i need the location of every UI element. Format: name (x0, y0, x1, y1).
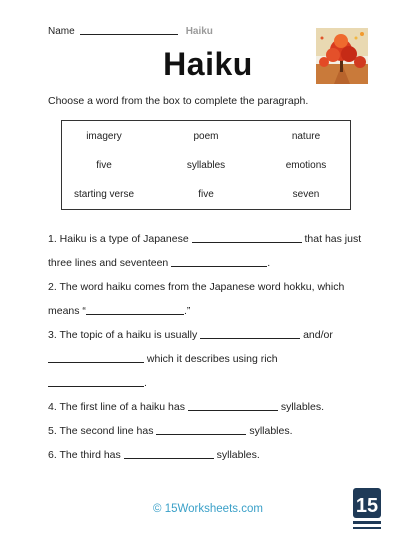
question-4 (48, 401, 324, 413)
word-nature: nature (291, 131, 321, 142)
question-text: syllables. (216, 449, 260, 461)
answer-blank[interactable] (171, 266, 267, 267)
question-text: 1. Haiku is a type of Japanese (48, 233, 189, 245)
question-text: and/or (303, 329, 333, 341)
answer-blank[interactable] (188, 410, 278, 411)
answer-blank[interactable] (200, 338, 300, 339)
question-text: 3. The topic of a haiku is usually (48, 329, 198, 341)
question-text: which it describes using rich (146, 353, 278, 365)
answer-blank[interactable] (48, 386, 144, 387)
word-emotions: emotions (285, 160, 327, 171)
word-five-2: five (198, 189, 214, 200)
name-header (48, 26, 213, 37)
answer-blank[interactable] (48, 362, 144, 363)
autumn-tree-illustration (316, 28, 368, 84)
question-text: syllables. (249, 425, 293, 437)
question-2-line-1: 2. The word haiku comes from the Japanese word hokku, which (48, 281, 345, 293)
word-syllables: syllables (186, 160, 226, 171)
word-poem: poem (193, 131, 219, 142)
name-label: Name (48, 26, 75, 37)
name-line[interactable] (80, 34, 178, 35)
question-2-line-2 (48, 305, 190, 317)
question-text: three lines and seventeen (48, 257, 169, 269)
answer-blank[interactable] (192, 242, 302, 243)
answer-blank[interactable] (124, 458, 214, 459)
question-5 (48, 425, 293, 437)
copyright-link[interactable]: © 15Worksheets.com (153, 503, 263, 515)
topic-label: Haiku (185, 26, 213, 37)
badge-number: 15 (355, 495, 379, 517)
question-3-line-2 (48, 353, 278, 365)
word-imagery: imagery (86, 131, 122, 142)
question-1-line-2 (48, 257, 270, 269)
question-text: 5. The second line has (48, 425, 154, 437)
instructions: Choose a word from the box to complete the paragraph. (48, 95, 309, 107)
answer-blank[interactable] (156, 434, 246, 435)
worksheets-logo (350, 486, 384, 532)
question-1-line-1 (48, 233, 361, 245)
question-3-line-1 (48, 329, 333, 341)
answer-blank[interactable] (86, 314, 184, 315)
question-text: . (267, 257, 271, 269)
word-five: five (96, 160, 112, 171)
question-text: . (144, 377, 147, 389)
question-text: 6. The third has (48, 449, 121, 461)
question-text: means “ (48, 305, 86, 317)
word-box (61, 120, 351, 210)
word-seven: seven (292, 189, 320, 200)
question-3-line-3 (48, 377, 147, 389)
question-6 (48, 449, 260, 461)
question-text: syllables. (280, 401, 324, 413)
question-text: 4. The first line of a haiku has (48, 401, 185, 413)
question-text: .” (183, 305, 191, 317)
question-text: that has just (304, 233, 362, 245)
page-title: Haiku (163, 46, 253, 82)
word-starting-verse: starting verse (73, 189, 135, 200)
